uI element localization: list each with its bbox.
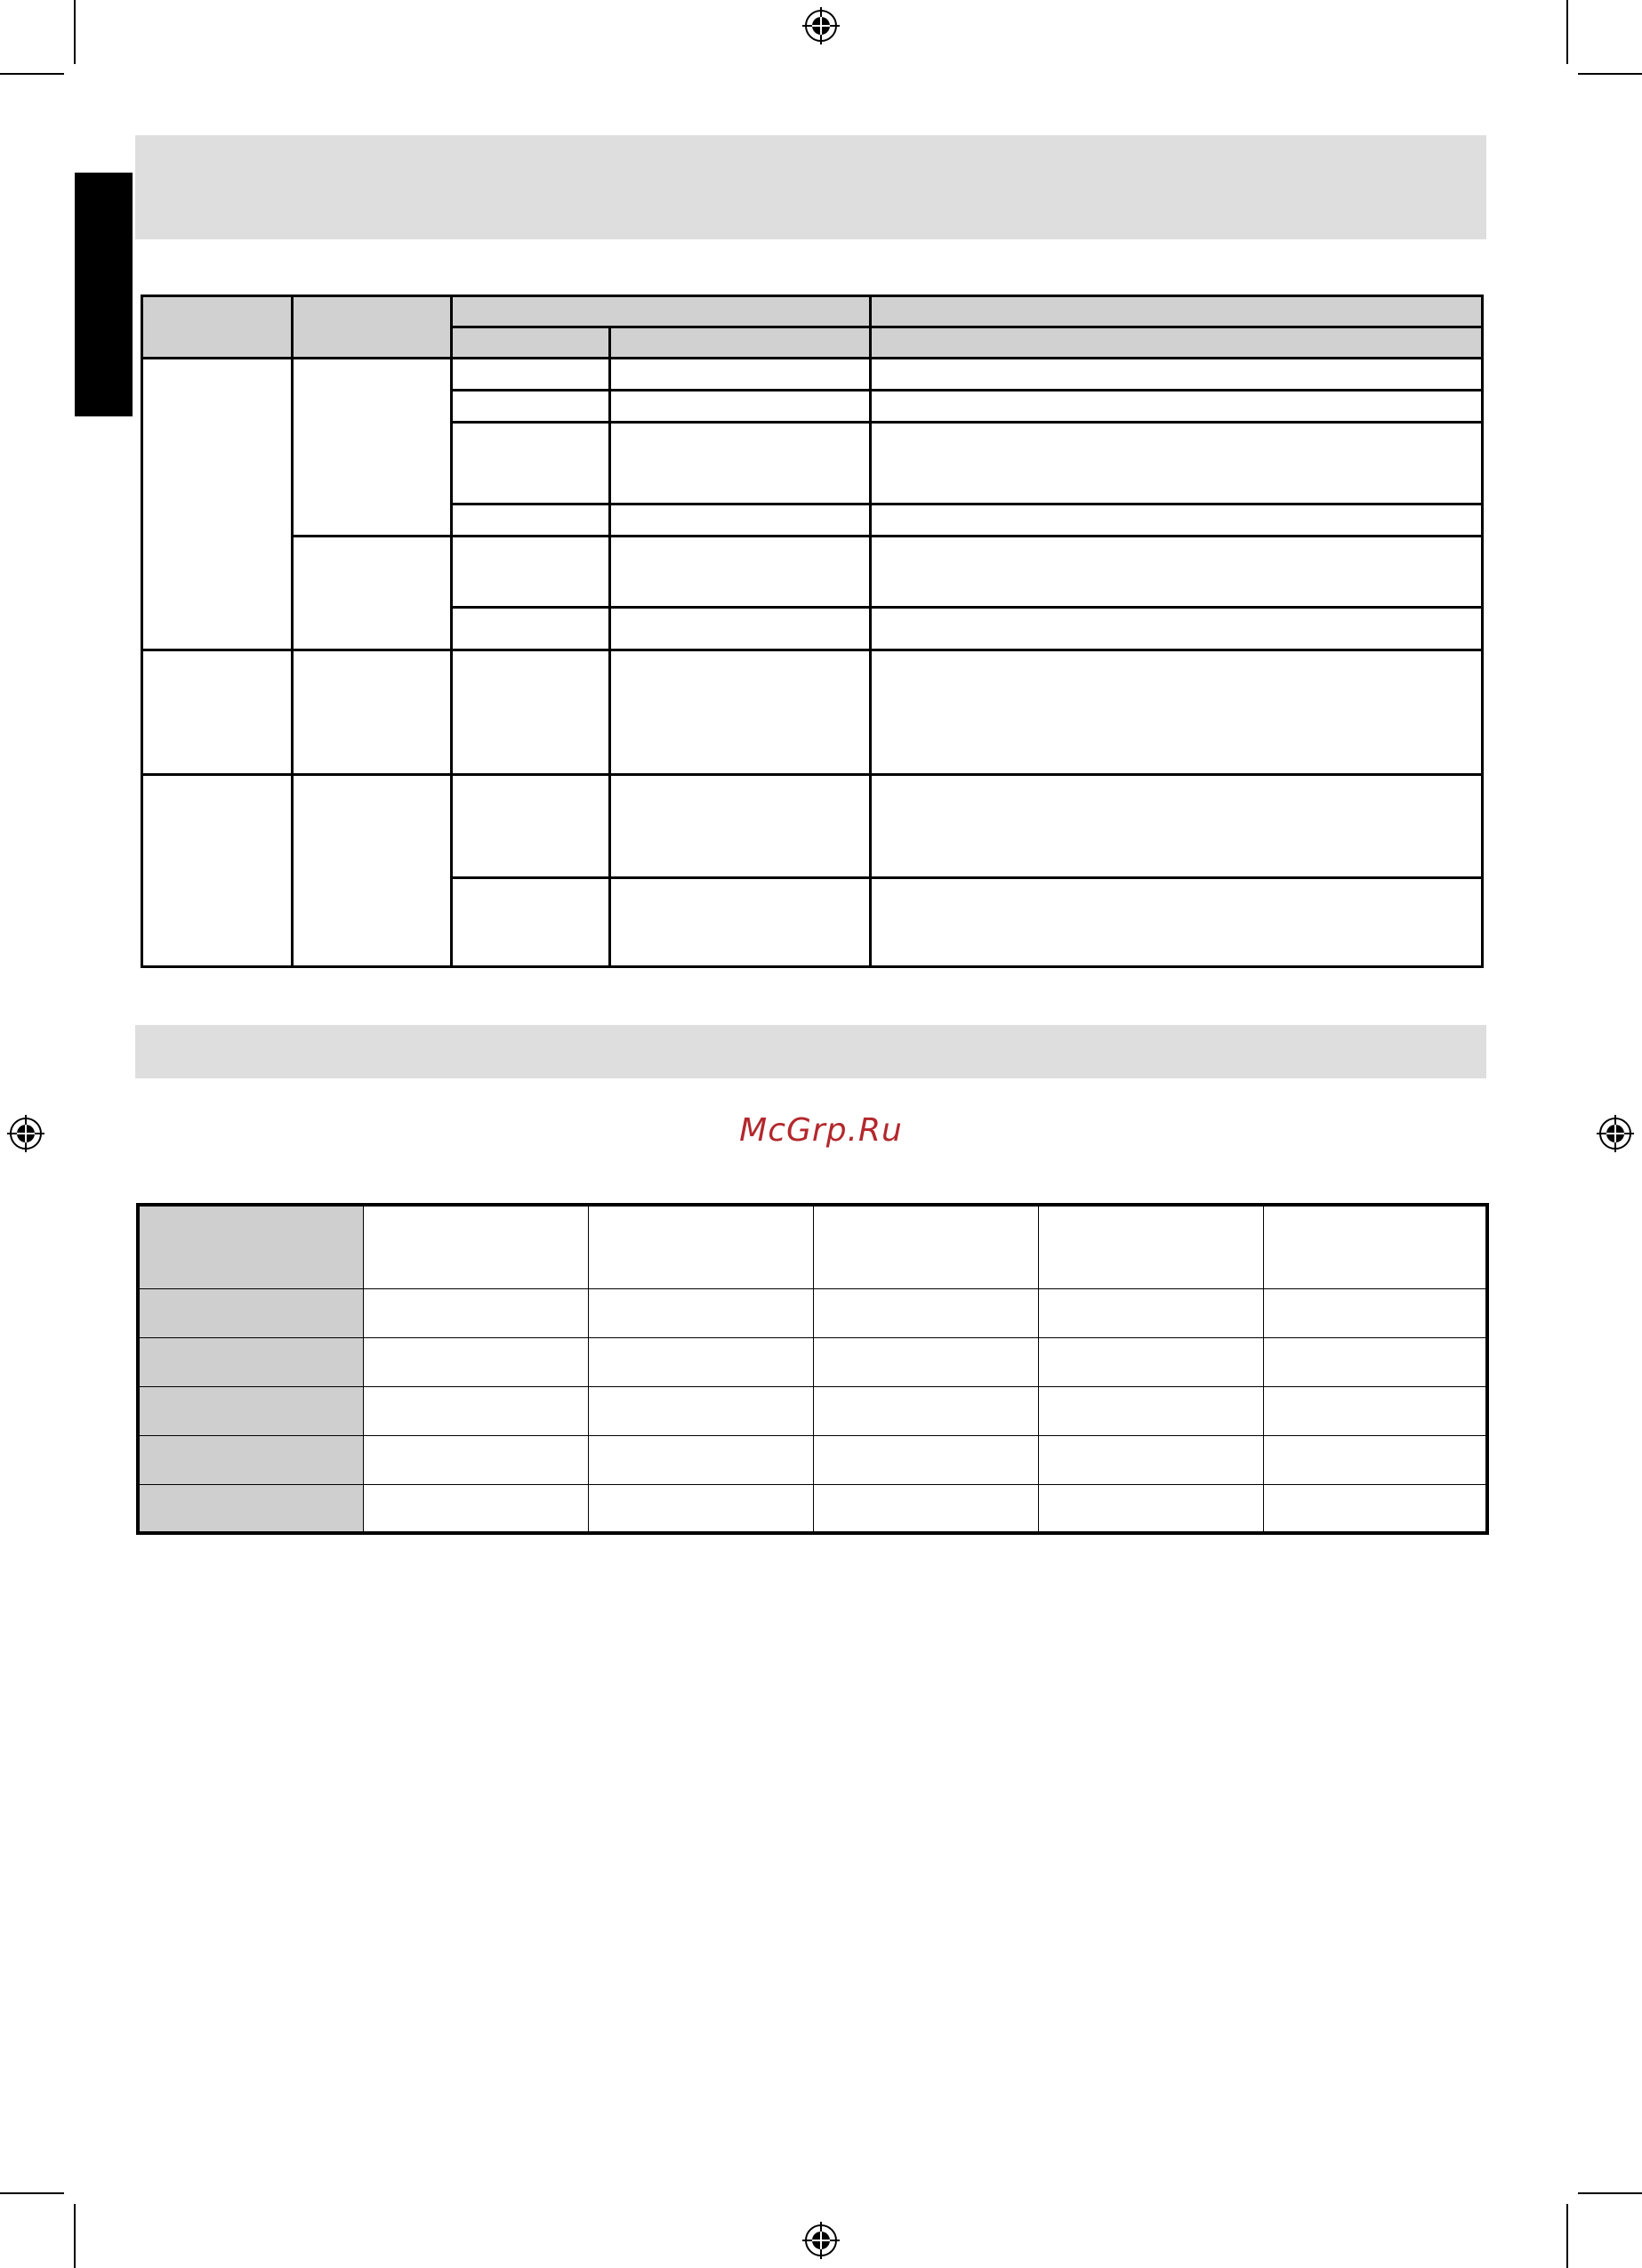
table-header-cell: [138, 1288, 363, 1337]
table-cell: [1038, 1386, 1263, 1435]
table-cell: [363, 1435, 588, 1484]
table-cell: [142, 775, 293, 967]
table-cell: [813, 1205, 1038, 1288]
table-cell: [610, 878, 871, 967]
side-tab: [75, 173, 133, 416]
table-row: [138, 1386, 1487, 1435]
table-row: [138, 1484, 1487, 1533]
table-cell: [588, 1288, 813, 1337]
table-cell: [871, 537, 1483, 608]
table-cell: [1263, 1386, 1487, 1435]
crop-mark-icon: [1578, 73, 1642, 75]
table-cell: [588, 1484, 813, 1533]
table-cell: [610, 650, 871, 775]
table-header-cell: [142, 296, 293, 359]
table-cell: [452, 423, 610, 504]
registration-mark-icon: [802, 2222, 840, 2259]
table-row: [142, 296, 1483, 327]
table-cell: [142, 650, 293, 775]
table-cell: [871, 504, 1483, 537]
table-row: [142, 359, 1483, 391]
crop-mark-icon: [74, 0, 76, 64]
table-header-cell: [871, 327, 1483, 359]
table-cell: [813, 1484, 1038, 1533]
table-cell: [1038, 1484, 1263, 1533]
table-row: [138, 1205, 1487, 1288]
table-cell: [871, 359, 1483, 391]
table-cell: [610, 423, 871, 504]
table-row: [142, 537, 1483, 608]
crop-mark-icon: [0, 73, 64, 75]
registration-mark-icon: [802, 7, 840, 44]
table-cell: [610, 608, 871, 650]
table-row: [138, 1435, 1487, 1484]
table-cell: [871, 423, 1483, 504]
table-cell: [610, 391, 871, 423]
table-cell: [293, 359, 452, 537]
table-cell: [871, 650, 1483, 775]
table-cell: [871, 775, 1483, 878]
table-cell: [871, 608, 1483, 650]
table-header-cell: [452, 296, 871, 327]
table-header-cell: [452, 327, 610, 359]
table-header-cell: [138, 1484, 363, 1533]
data-table: [136, 1203, 1489, 1535]
table-cell: [293, 650, 452, 775]
table-cell: [452, 775, 610, 878]
table-cell: [452, 359, 610, 391]
table-cell: [293, 537, 452, 650]
table-cell: [871, 391, 1483, 423]
table-cell: [293, 775, 452, 967]
table-cell: [588, 1205, 813, 1288]
crop-mark-icon: [74, 2204, 76, 2268]
table-cell: [1263, 1484, 1487, 1533]
table-cell: [1038, 1205, 1263, 1288]
section-header-band: [135, 1025, 1486, 1078]
table-cell: [1038, 1435, 1263, 1484]
table-cell: [452, 504, 610, 537]
crop-mark-icon: [0, 2192, 64, 2194]
table-cell: [452, 608, 610, 650]
table-cell: [871, 878, 1483, 967]
table-cell: [1038, 1337, 1263, 1386]
table-row: [142, 775, 1483, 878]
table-cell: [1263, 1288, 1487, 1337]
table-header-cell: [138, 1205, 363, 1288]
table-cell: [588, 1337, 813, 1386]
table-cell: [610, 504, 871, 537]
table-header-cell: [138, 1435, 363, 1484]
table-header-cell: [610, 327, 871, 359]
table-cell: [363, 1484, 588, 1533]
table-cell: [588, 1386, 813, 1435]
table-cell: [452, 537, 610, 608]
table-header-cell: [293, 296, 452, 359]
table-cell: [813, 1386, 1038, 1435]
table-cell: [588, 1435, 813, 1484]
spec-table: [141, 295, 1484, 968]
crop-mark-icon: [1578, 2192, 1642, 2194]
table-cell: [813, 1288, 1038, 1337]
table-cell: [142, 359, 293, 650]
crop-mark-icon: [1566, 0, 1568, 64]
table-header-cell: [138, 1337, 363, 1386]
table-cell: [813, 1337, 1038, 1386]
table-cell: [1263, 1205, 1487, 1288]
table-cell: [452, 650, 610, 775]
table-header-cell: [871, 296, 1483, 327]
table-cell: [363, 1337, 588, 1386]
table-cell: [363, 1288, 588, 1337]
table-cell: [1263, 1435, 1487, 1484]
table-cell: [363, 1386, 588, 1435]
table-cell: [610, 775, 871, 878]
table-row: [138, 1337, 1487, 1386]
table-cell: [363, 1205, 588, 1288]
watermark-text: McGrp.Ru: [739, 1112, 903, 1149]
section-header-band: [135, 135, 1486, 239]
table-row: [138, 1288, 1487, 1337]
table-cell: [452, 878, 610, 967]
table-cell: [1263, 1337, 1487, 1386]
crop-mark-icon: [1566, 2204, 1568, 2268]
table-cell: [1038, 1288, 1263, 1337]
table-cell: [610, 359, 871, 391]
table-cell: [452, 391, 610, 423]
table-row: [142, 650, 1483, 775]
table-header-cell: [138, 1386, 363, 1435]
table-cell: [610, 537, 871, 608]
table-cell: [813, 1435, 1038, 1484]
